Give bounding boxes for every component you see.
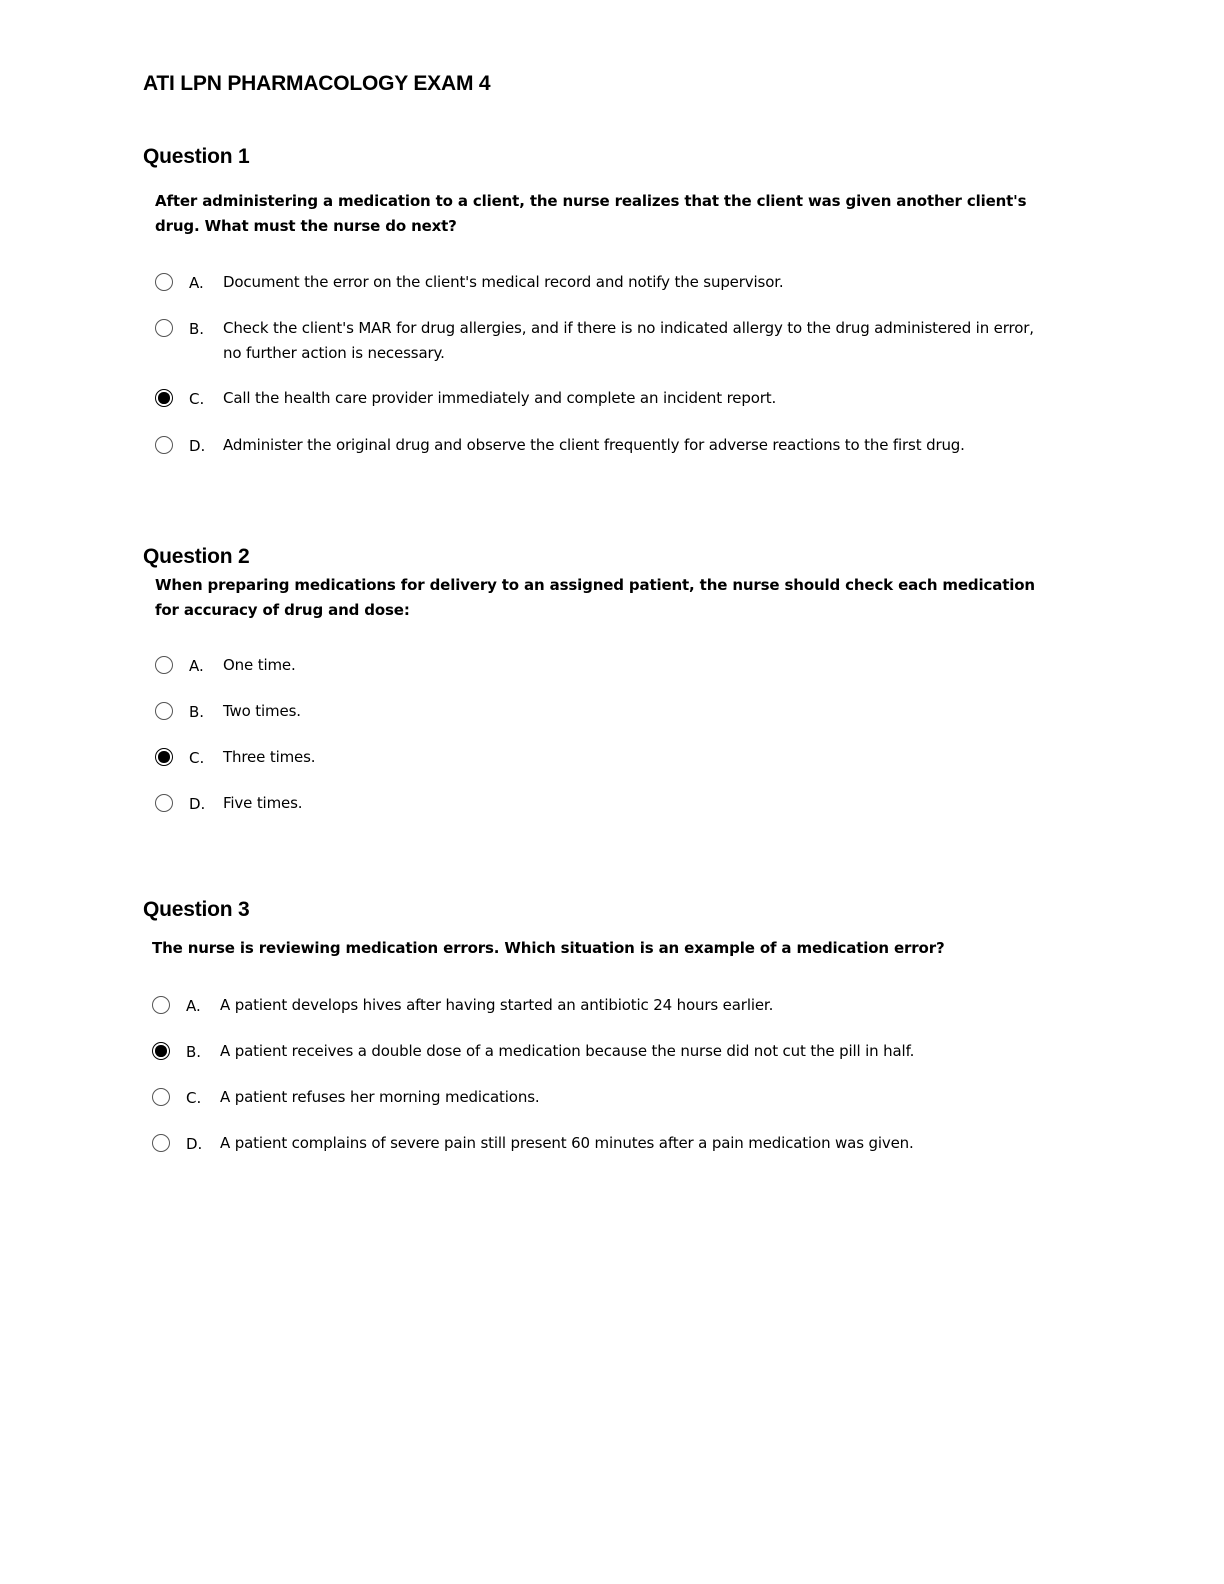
radio-button-icon[interactable] (155, 656, 173, 674)
radio-button-icon[interactable] (155, 794, 173, 812)
radio-button-selected-icon[interactable] (155, 389, 173, 407)
option-text: Two times. (223, 702, 301, 720)
option-letter: D. (189, 437, 206, 455)
option-text: A patient complains of severe pain still present 60 minutes after a pain medication was given. (220, 1134, 914, 1152)
question-heading: Question 1 (143, 145, 250, 168)
radio-button-selected-icon[interactable] (155, 748, 173, 766)
radio-button-icon[interactable] (152, 996, 170, 1014)
option-letter: C. (186, 1089, 202, 1107)
option-letter: A. (189, 657, 204, 675)
option-text: A patient refuses her morning medications. (220, 1088, 540, 1106)
option-letter: A. (189, 274, 204, 292)
radio-button-icon[interactable] (152, 1134, 170, 1152)
option-letter: D. (186, 1135, 203, 1153)
question-text: The nurse is reviewing medication errors. Which situation is an example of a medication error? (152, 939, 945, 957)
option-text: Call the health care provider immediately and complete an incident report. (223, 389, 777, 407)
option-text: One time. (223, 656, 296, 674)
option-letter: C. (189, 749, 205, 767)
option-letter: A. (186, 997, 201, 1015)
question-text: When preparing medications for delivery to an assigned patient, the nurse should check each medication for accuracy of drug and dose: (155, 576, 1035, 619)
option-text: Three times. (223, 748, 316, 766)
option-letter: D. (189, 795, 206, 813)
question-heading: Question 3 (143, 898, 250, 921)
option-text: Check the client's MAR for drug allergies, and if there is no indicated allergy to the drug administered in error, no further action is necessary. (223, 319, 1034, 362)
radio-button-icon[interactable] (152, 1088, 170, 1106)
option-text: Document the error on the client's medical record and notify the supervisor. (223, 273, 784, 291)
option-letter: B. (189, 320, 205, 338)
option-text: Five times. (223, 794, 303, 812)
option-letter: B. (186, 1043, 202, 1061)
radio-button-icon[interactable] (155, 702, 173, 720)
radio-button-selected-icon[interactable] (152, 1042, 170, 1060)
document-title: ATI LPN PHARMACOLOGY EXAM 4 (143, 72, 491, 95)
question-heading: Question 2 (143, 545, 250, 568)
option-text: Administer the original drug and observe the client frequently for adverse reactions to the first drug. (223, 436, 965, 454)
radio-button-icon[interactable] (155, 319, 173, 337)
radio-button-icon[interactable] (155, 273, 173, 291)
radio-button-icon[interactable] (155, 436, 173, 454)
question-text: After administering a medication to a client, the nurse realizes that the client was given another client's drug. What must the nurse do next? (155, 192, 1027, 235)
option-letter: C. (189, 390, 205, 408)
option-text: A patient receives a double dose of a medication because the nurse did not cut the pill in half. (220, 1042, 915, 1060)
option-letter: B. (189, 703, 205, 721)
option-text: A patient develops hives after having started an antibiotic 24 hours earlier. (220, 996, 774, 1014)
